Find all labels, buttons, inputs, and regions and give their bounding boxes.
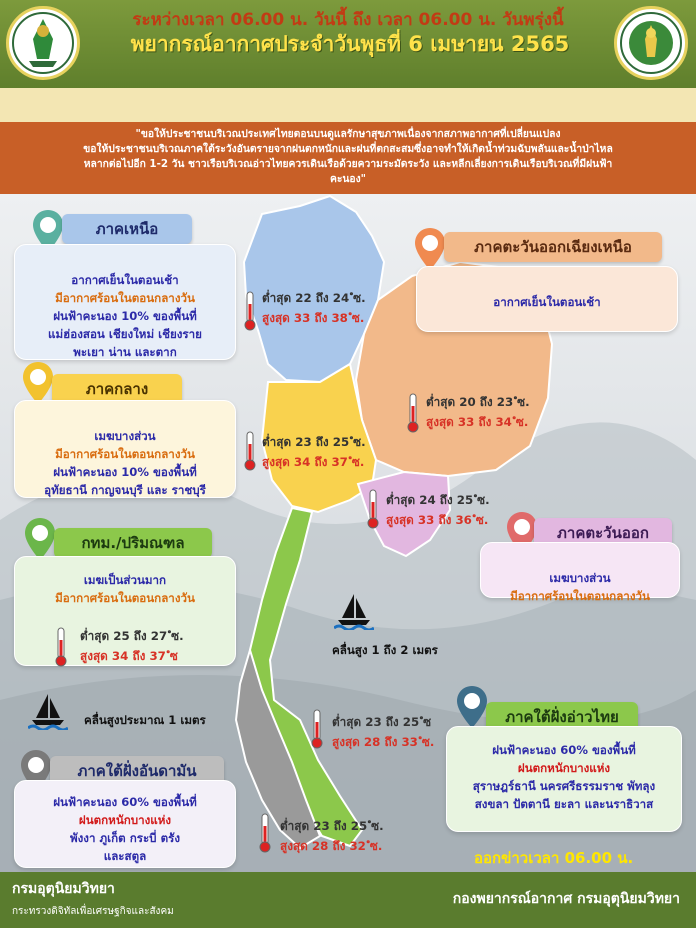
notice-line: ขอให้ประชาชนบริเวณภาคใต้ระวังอันตรายจากฝนตกหนักและฝนที่ตกสะสมซึ่งอาจทำให้เกิดน้ำท่วมฉับพลันและน้ำป่าไหล — [83, 143, 613, 155]
region-line: มีอากาศร้อนในตอนกลางวัน — [55, 447, 195, 461]
wave-gulf: คลื่นสูง 1 ถึง 2 เมตร — [332, 643, 438, 657]
region-title-north: ภาคเหนือ — [62, 214, 192, 244]
notice-line: คะนอง" — [329, 173, 367, 185]
thermometer-icon — [54, 626, 68, 668]
thermometer-icon — [258, 812, 272, 854]
thermometer-icon — [243, 290, 257, 332]
temp-east — [386, 490, 490, 530]
region-line: เมฆเป็นส่วนมาก — [83, 573, 167, 587]
temp-high: สูงสุด 33 ถึง 36 ํซ. — [386, 513, 489, 527]
temp-low: ต่ำสุด 23 ถึง 25 ํซ. — [262, 435, 366, 449]
issue-time: ออกข่าวเวลา 06.00 น. — [474, 849, 634, 867]
footer-org: กรมอุตุนิยมวิทยา — [12, 881, 115, 897]
temp-high: สูงสุด 34 ถึง 37 ํซ — [80, 649, 178, 663]
region-line: มีอากาศร้อนในตอนกลางวัน — [55, 291, 195, 305]
boat-icon — [28, 690, 68, 730]
temp-high: สูงสุด 34 ถึง 37 ํซ. — [262, 455, 365, 469]
notice-line: หลากต่อไปอีก 1-2 วัน ชาวเรือบริเวณอ่าวไทยควรเดินเรือด้วยความระมัดระวัง และหลีกเลี่ยงการเดินเรือบริเวณที่มีฝนฟ้า — [83, 158, 613, 170]
region-line: ฝนฟ้าคะนอง 10% ของพื้นที่ — [53, 465, 197, 479]
forecast-period: ระหว่างเวลา 06.00 น. วันนี้ ถึง เวลา 06.00 น. วันพรุ่งนี้ — [132, 10, 564, 30]
temp-northeast — [426, 392, 530, 432]
region-title-south-gulf: ภาคใต้ฝั่งอ่าวไทย — [486, 702, 638, 732]
temp-low: ต่ำสุด 23 ถึง 25 ํซ — [332, 715, 432, 729]
region-title-bangkok: กทม./ปริมณฑล — [54, 528, 212, 558]
page-title: พยากรณ์อากาศประจำวันพุธที่ 6 เมษายน 2565 — [130, 32, 570, 56]
region-card-northeast — [416, 266, 678, 332]
region-line: มีอากาศร้อนในตอนกลางวัน — [510, 589, 650, 603]
region-card-south-gulf — [446, 726, 682, 832]
region-title-northeast: ภาคตะวันออกเฉียงเหนือ — [444, 232, 662, 262]
region-line: สงขลา ปัตตานี ยะลา และนราธิวาส — [474, 797, 654, 811]
temp-bangkok — [80, 626, 184, 666]
temp-high: สูงสุด 28 ถึง 33 ํซ. — [332, 735, 435, 749]
temp-low: ต่ำสุด 23 ถึง 25 ํซ. — [280, 819, 384, 833]
temp-south-andaman — [280, 816, 384, 856]
region-title-east: ภาคตะวันออก — [534, 518, 672, 548]
region-line: อากาศเย็นในตอนเช้า — [493, 295, 601, 309]
temp-central — [262, 432, 366, 472]
region-line: และสตูล — [103, 849, 147, 863]
temp-low: ต่ำสุด 24 ถึง 25 ํซ. — [386, 493, 490, 507]
region-line: ฝนตกหนักบางแห่ง — [517, 761, 611, 775]
region-line: อุทัยธานี กาญจนบุรี และ ราชบุรี — [44, 483, 206, 497]
temp-low: ต่ำสุด 25 ถึง 27 ํซ. — [80, 629, 184, 643]
region-title-south-andaman: ภาคใต้ฝั่งอันดามัน — [50, 756, 224, 786]
temp-high: สูงสุด 33 ถึง 38 ํซ. — [262, 311, 365, 325]
notice-line: "ขอให้ประชาชนบริเวณประเทศไทยตอนบนดูแลรักษาสุขภาพเนื่องจากสภาพอากาศที่เปลี่ยนแปลง — [135, 128, 561, 140]
region-line: อากาศเย็นในตอนเช้า — [71, 273, 179, 287]
region-line: ฝนฟ้าคะนอง 60% ของพื้นที่ — [53, 795, 197, 809]
region-line: ฝนฟ้าคะนอง 10% ของพื้นที่ — [53, 309, 197, 323]
region-title-central: ภาคกลาง — [52, 374, 182, 404]
thermometer-icon — [406, 392, 420, 434]
region-card-east — [480, 542, 680, 603]
thermometer-icon — [366, 488, 380, 530]
region-line: สุราษฎร์ธานี นครศรีธรรมราช พัทลุง — [472, 779, 656, 793]
temp-north — [262, 288, 366, 328]
region-line: เมฆบางส่วน — [94, 429, 156, 443]
region-line: ฝนฟ้าคะนอง 60% ของพื้นที่ — [492, 743, 636, 757]
region-card-north — [14, 244, 236, 360]
pin-south-gulf — [454, 684, 490, 730]
thermometer-icon — [243, 430, 257, 472]
temp-low: ต่ำสุด 20 ถึง 23 ํซ. — [426, 395, 530, 409]
thermometer-icon — [310, 708, 324, 750]
temp-high: สูงสุด 28 ถึง 32 ํซ. — [280, 839, 383, 853]
region-line: พังงา ภูเก็ต กระบี่ ตรัง — [70, 831, 180, 845]
temp-south-gulf — [332, 712, 434, 752]
boat-icon — [334, 590, 374, 630]
temp-low: ต่ำสุด 22 ถึง 24 ํซ. — [262, 291, 366, 305]
region-card-south-andaman — [14, 780, 236, 868]
temp-high: สูงสุด 33 ถึง 34 ํซ. — [426, 415, 529, 429]
region-line: ฝนตกหนักบางแห่ง — [78, 813, 172, 827]
wave-andaman: คลื่นสูงประมาณ 1 เมตร — [84, 713, 206, 727]
region-card-central — [14, 400, 236, 498]
region-line: มีอากาศร้อนในตอนกลางวัน — [55, 591, 195, 605]
region-line: เมฆบางส่วน — [549, 571, 611, 585]
region-line: แม่ฮ่องสอน เชียงใหม่ เชียงราย — [48, 327, 202, 341]
region-line: พะเยา น่าน และตาก — [73, 345, 177, 359]
footer-division: กองพยากรณ์อากาศ กรมอุตุนิยมวิทยา — [452, 891, 680, 907]
footer-ministry: กระทรวงดิจิทัลเพื่อเศรษฐกิจและสังคม — [12, 906, 174, 917]
